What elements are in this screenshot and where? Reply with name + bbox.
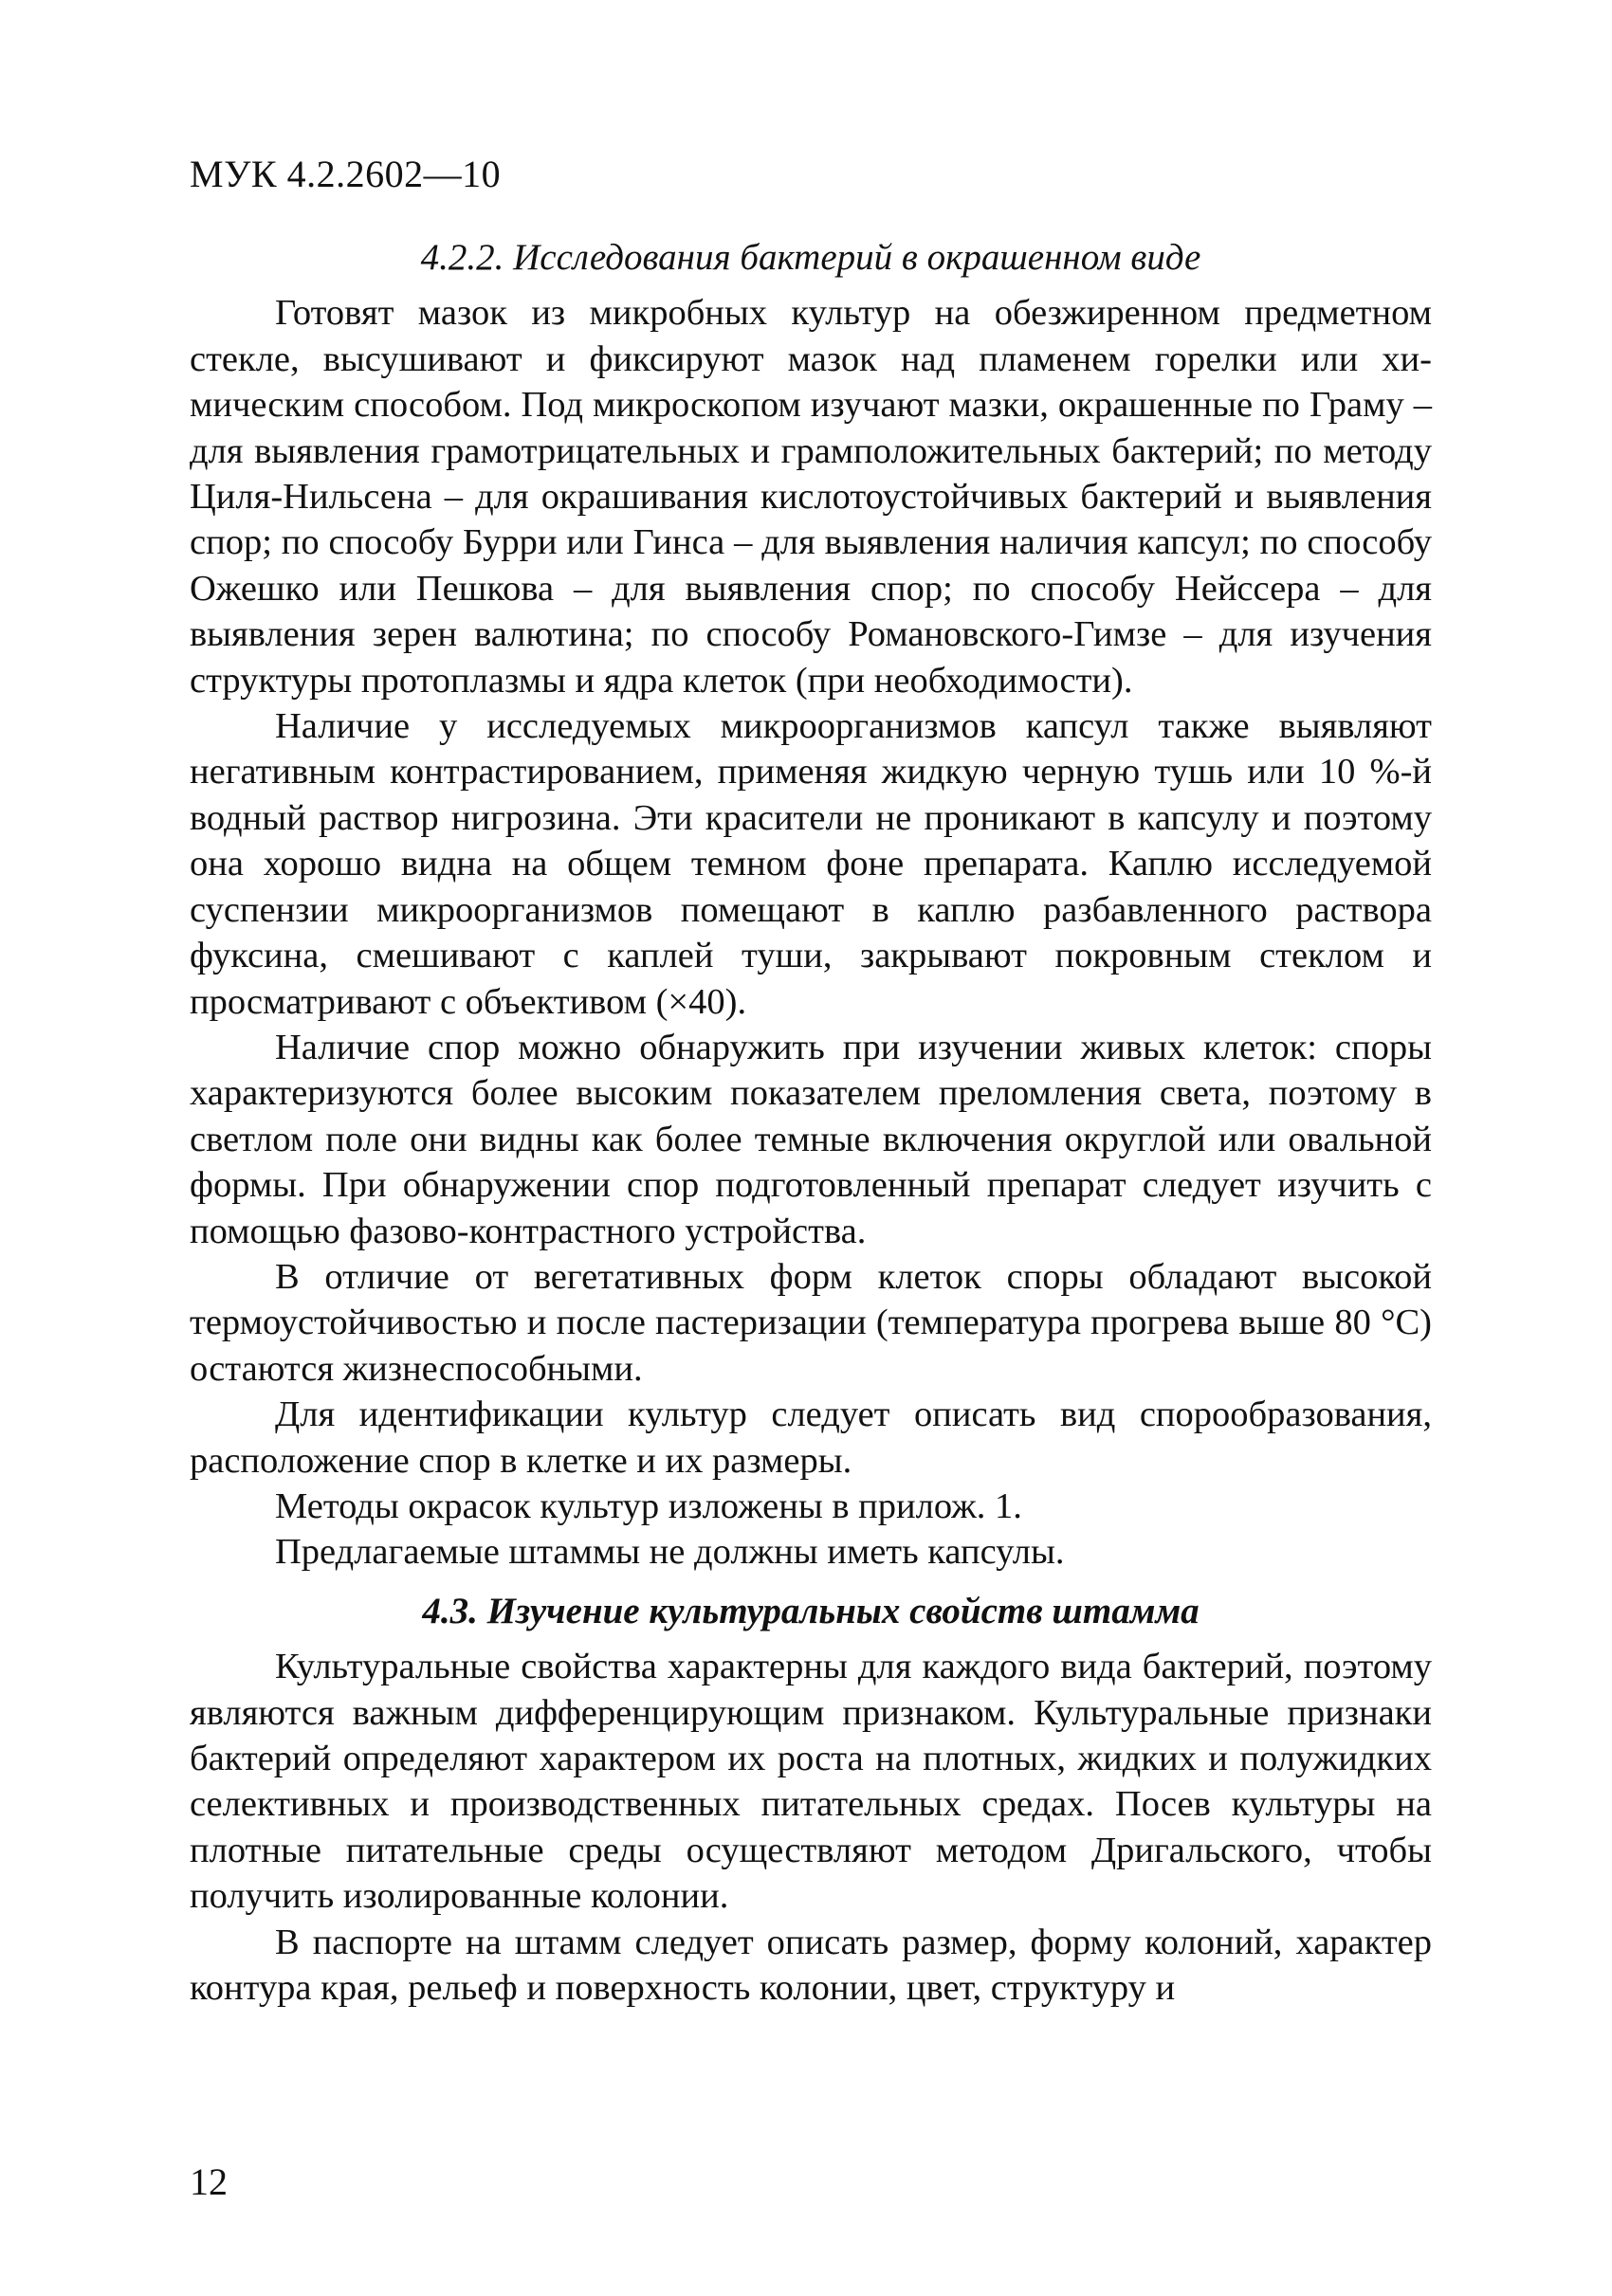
paragraph: Культуральные свойства характерны для каждого вида бактерий, поэтому являются важным дифференцирующим признаком. Культуральные признаки бактерий определяют характером их роста на плотных, жидких и полужидких селективных и производственных питательных средах. Посев культуры на плотные питательные среды осуществляют методом Дригальского, чтобы получить изолированные колонии. — [190, 1647, 1432, 1917]
paragraph: Предлагаемые штаммы не должны иметь капсулы. — [275, 1532, 1065, 1573]
paragraph: Готовят мазок из микробных культур на обезжиренном предметном стекле, высушивают и фиксируют мазок над пламенем горелки или химическим способом. Под микроскопом изучают мазки, окрашенные по Граму – для выявления грамотрицательных и грамположительных бактерий; по методу Циля-Нильсена – для окрашивания кислотоустойчивых бактерий и выявления спор; по способу Бурри или Гинса – для выявления наличия капсул; по способу Ожешко или Пешкова – для выявления спор; по способу Нейссера – для выявления зерен валютина; по способу Романовского-Гимзе – для изучения структуры протоплазмы и ядра клеток (при необходимости). — [190, 293, 1432, 701]
document-body — [190, 235, 1432, 2011]
paragraph: Наличие у исследуемых микроорганизмов капсул также выявляют негативным контрастированием, применяя жидкую черную тушь или 10 %-й водный раствор нигрозина. Эти красители не проникают в капсулу и поэтому она хорошо видна на общем темном фоне препарата. Каплю исследуемой суспензии микроорганизмов помещают в каплю разбавленного раствора фуксина, смешивают с каплей туши, закрывают покровным стеклом и просматривают с объективом (×40). — [190, 706, 1432, 1022]
section-title-4-2-2: 4.2.2. Исследования бактерий в окрашенном виде — [420, 237, 1201, 278]
paragraph: Наличие спор можно обнаружить при изучении живых клеток: споры характеризуются более высоким показателем преломления света, поэтому в светлом поле они видны как более темные включения округлой или овальной формы. При обнаружении спор подготовленный препарат следует изучить с помощью фазово-контрастного устройства. — [190, 1027, 1432, 1251]
paragraph: В паспорте на штамм следует описать размер, форму колоний, характер контура края, рельеф и поверхность колонии, цвет, структуру и — [190, 1922, 1432, 2009]
page-number: 12 — [190, 2160, 228, 2203]
section-title-4-3: 4.3. Изучение культуральных свойств штамма — [422, 1590, 1200, 1631]
paragraph: Методы окрасок культур изложены в прилож. 1. — [275, 1485, 1022, 1526]
document-code: МУК 4.2.2602—10 — [190, 153, 502, 195]
paragraph: В отличие от вегетативных форм клеток споры обладают высокой термоустойчивостью и после пастеризации (температура прогрева выше 80 °С) остаются жизнеспособными. — [190, 1256, 1432, 1389]
paragraph: Для идентификации культур следует описать вид спорообразования, расположение спор в клетке и их размеры. — [190, 1394, 1432, 1481]
